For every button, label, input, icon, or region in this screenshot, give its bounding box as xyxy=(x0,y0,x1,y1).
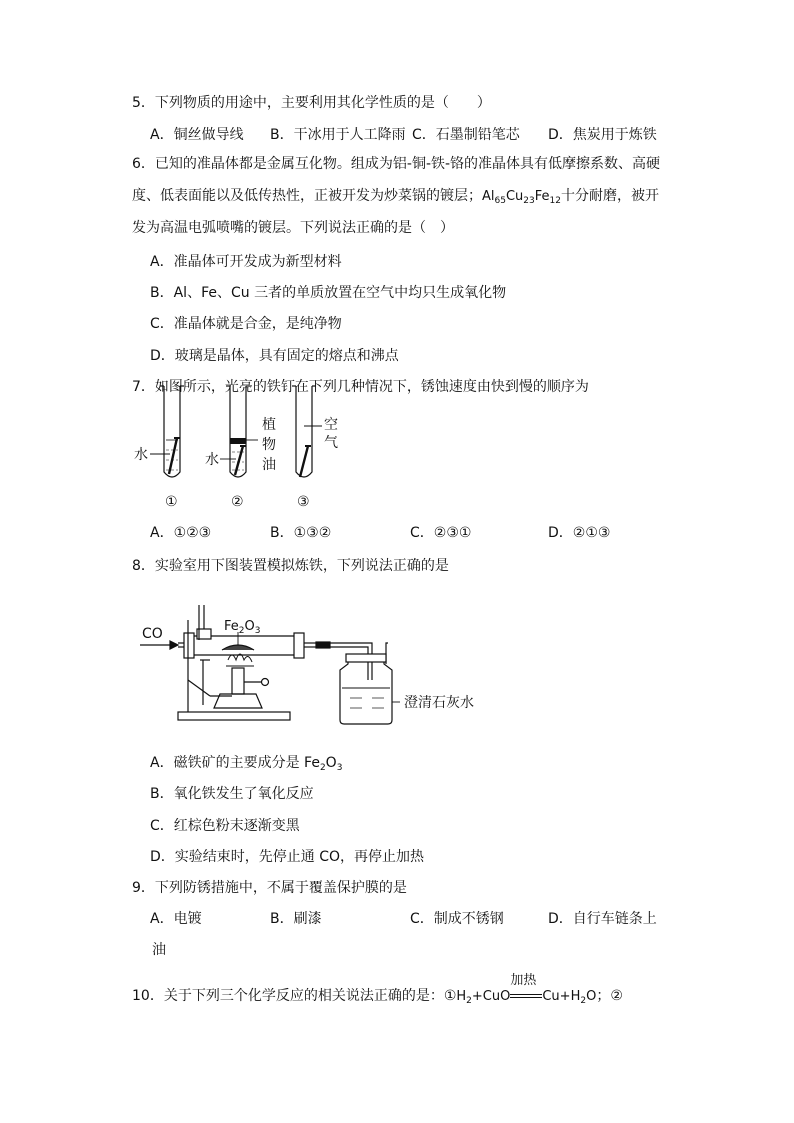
q8-option-b: B．氧化铁发生了氧化反应 xyxy=(150,786,314,802)
q6-option-a: A．准晶体可开发成为新型材料 xyxy=(150,254,342,270)
q7-tube-label-3: ③ xyxy=(297,494,310,510)
q8-co-label: CO xyxy=(142,626,163,642)
q8-option-c: C．红棕色粉末逐渐变黑 xyxy=(150,818,300,834)
q10-equals-line-2 xyxy=(510,997,542,998)
q6-option-c: C．准晶体就是合金，是纯净物 xyxy=(150,316,342,332)
q9-option-a: A．电镀 xyxy=(150,911,202,927)
q10-products: $Cu+H_2O$ xyxy=(542,989,597,1006)
q6-stem-line1: 6．已知的准晶体都是金属互化物。组成为铝-铜-铁-铬的准晶体具有低摩擦系数、高硬 xyxy=(132,156,661,172)
q5-option-a: A．铜丝做导线 xyxy=(150,127,244,143)
q9-option-b: B．刷漆 xyxy=(270,911,322,927)
q7-air-label-2: 气 xyxy=(324,435,338,451)
q9-option-c: C．制成不锈钢 xyxy=(410,911,504,927)
q7-tube-label-1: ① xyxy=(165,494,178,510)
q10-condition: 加热 xyxy=(510,973,537,988)
q7-option-d: D．②①③ xyxy=(548,525,611,541)
q7-oil-label-1: 植 xyxy=(262,417,276,433)
q7-tube-label-2: ② xyxy=(231,494,244,510)
q5-option-b: B．干冰用于人工降雨 xyxy=(270,127,406,143)
q7-option-b: B．①③② xyxy=(270,525,332,541)
q5-option-d: D．焦炭用于炼铁 xyxy=(548,127,657,143)
q7-stem: 7．如图所示，光亮的铁钉在下列几种情况下，锈蚀速度由快到慢的顺序为 xyxy=(132,379,589,395)
q7-air-label-1: 空 xyxy=(324,417,338,433)
q6-line2-tail: 十分耐磨，被开 xyxy=(560,188,659,204)
q10-reactants: $H_2+CuO$ xyxy=(456,989,511,1006)
q7-option-c: C．②③① xyxy=(410,525,472,541)
q6-option-d: D．玻璃是晶体，具有固定的熔点和沸点 xyxy=(150,348,399,364)
q8-option-a: A．磁铁矿的主要成分是 $Fe_2O_3$ xyxy=(150,755,343,773)
q10-stem xyxy=(132,973,623,1007)
q6-stem-line3: 发为高温电弧喷嘴的镀层。下列说法正确的是（ ） xyxy=(132,220,454,236)
q8-fe2o3-label: $Fe_2O_3$ xyxy=(224,619,261,636)
q7-water-label-1: 水 xyxy=(134,447,148,463)
q8-stem: 8．实验室用下图装置模拟炼铁，下列说法正确的是 xyxy=(132,558,449,574)
q10-reaction-arrow xyxy=(510,973,542,1003)
q6-option-b: B．Al、Fe、Cu 三者的单质放置在空气中均只生成氧化物 xyxy=(150,285,507,301)
q8-limewater-label: 澄清石灰水 xyxy=(404,695,474,711)
q10-circle-1: ① xyxy=(443,988,457,1004)
q8-option-d: D．实验结束时，先停止通 CO，再停止加热 xyxy=(150,849,425,865)
q10-stem-text: 10．关于下列三个化学反应的相关说法正确的是： xyxy=(132,988,444,1004)
q6-line2-text: 度、低表面能以及低传热性，正被开发为炒菜锅的镀层； xyxy=(132,188,482,204)
q7-water-label-2: 水 xyxy=(205,452,219,468)
q9-stem: 9．下列防锈措施中，不属于覆盖保护膜的是 xyxy=(132,880,407,896)
q7-oil-label-2: 物 xyxy=(262,437,276,453)
q5-option-c: C．石墨制铅笔芯 xyxy=(412,127,520,143)
q10-equals-line xyxy=(510,994,542,995)
q9-option-d-wrap: 油 xyxy=(152,942,166,958)
q10-circle-2: ② xyxy=(610,988,623,1004)
q5-stem: 5．下列物质的用途中，主要利用其化学性质的是（ ） xyxy=(132,95,491,111)
q7-option-a: A．①②③ xyxy=(150,525,212,541)
q9-option-d: D．自行车链条上 xyxy=(548,911,657,927)
q6-formula: $Al_{65}Cu_{23}Fe_{12}$ xyxy=(482,189,561,206)
q7-oil-label-3: 油 xyxy=(262,457,276,473)
q10-separator: ； xyxy=(596,988,611,1004)
